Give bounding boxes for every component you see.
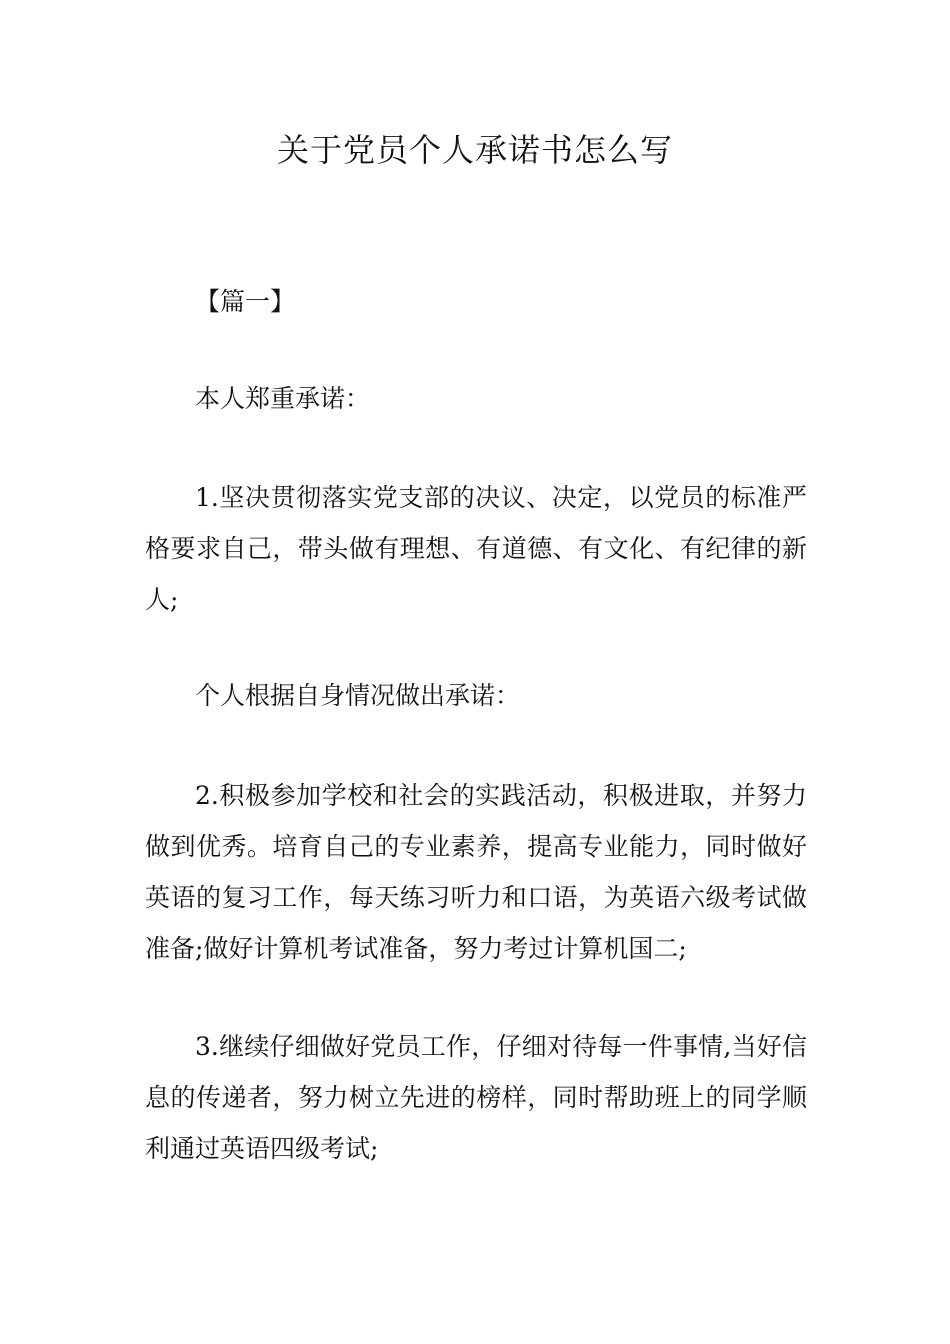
paragraph-item-2: 2.积极参加学校和社会的实践活动，积极进取，并努力做到优秀。培育自己的专业素养，提高专业能力，同时做好英语的复习工作，每天练习听力和口语，为英语六级考试做准备;做好计算机考试准备，努力考过计算机国二; — [145, 781, 807, 963]
section-label: 【篇一】 — [195, 287, 296, 316]
paragraph-item-3: 3.继续仔细做好党员工作，仔细对待每一件事情,当好信息的传递者，努力树立先进的榜样，同时帮助班上的同学顺利通过英语四级考试; — [145, 1032, 807, 1163]
paragraph-intro: 本人郑重承诺： — [195, 384, 371, 413]
paragraph-intro-2: 个人根据自身情况做出承诺： — [195, 681, 521, 710]
document-title: 关于党员个人承诺书怎么写 — [276, 131, 673, 169]
paragraph-item-1: 1.坚决贯彻落实党支部的决议、决定，以党员的标准严格要求自己，带头做有理想、有道德、有文化、有纪律的新人; — [145, 483, 807, 614]
